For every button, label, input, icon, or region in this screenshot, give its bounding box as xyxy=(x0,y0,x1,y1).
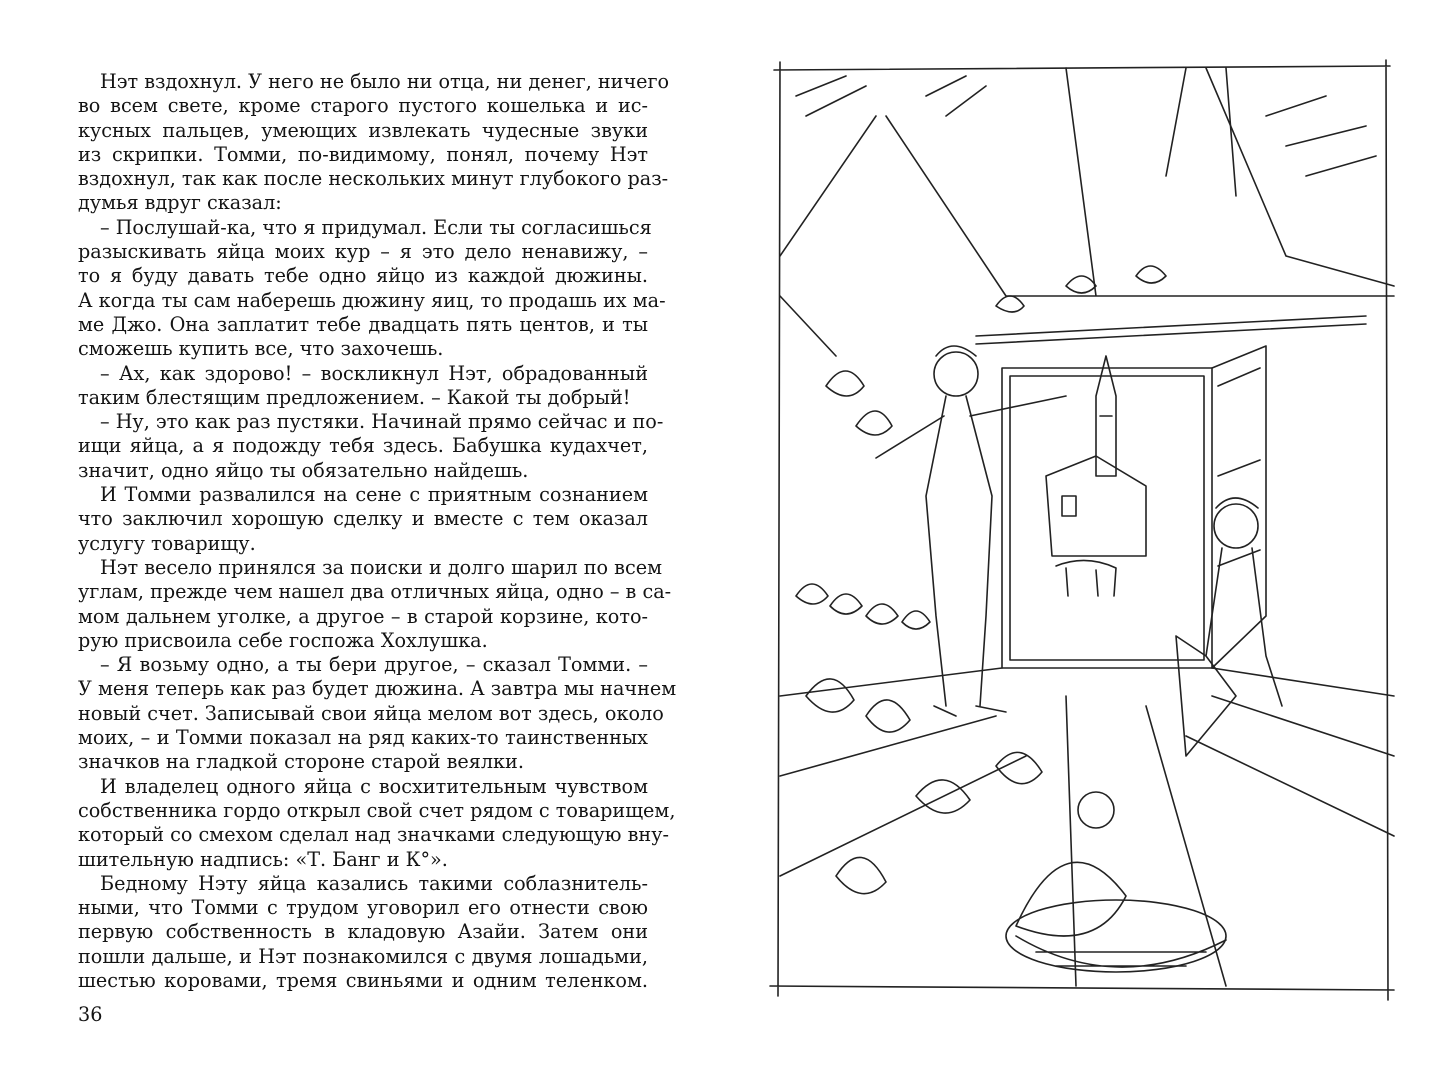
text-line: И владелец одного яйца с восхитительным чувством xyxy=(100,774,648,798)
text-line: мом дальнем уголке, а другое – в старой корзине, кото- xyxy=(78,604,648,628)
text-line: – Ну, это как раз пустяки. Начинай прямо сейчас и по- xyxy=(100,410,664,434)
text-line: У меня теперь как раз будет дюжина. А завтра мы начнем xyxy=(78,677,677,701)
text-line: Нэт весело принялся за поиски и долго шарил по всем xyxy=(100,555,662,579)
text-line: Бедному Нэту яйца казались такими соблазнитель- xyxy=(100,871,648,895)
text-line: что заключил хорошую сделку и вместе с тем оказал xyxy=(78,507,648,531)
barn-illustration-drawing xyxy=(766,56,1398,1008)
text-line: ме Джо. Она заплатит тебе двадцать пять центов, и ты xyxy=(78,312,648,336)
text-line: собственника гордо открыл свой счет рядом с товарищем, xyxy=(78,798,676,822)
text-line: вздохнул, так как после нескольких минут глубокого раз- xyxy=(78,167,669,191)
text-line: ищи яйца, а я подожду тебя здесь. Бабушка кудахчет, xyxy=(78,434,648,458)
text-line: А когда ты сам наберешь дюжину яиц, то продашь их ма- xyxy=(78,288,666,312)
text-line: услугу товарищу. xyxy=(78,531,256,555)
text-line: шестью коровами, тремя свиньями и одним теленком. xyxy=(78,968,648,992)
text-line: – Я возьму одно, а ты бери другое, – сказал Томми. – xyxy=(100,653,648,677)
text-line: сможешь купить все, что захочешь. xyxy=(78,337,444,361)
text-line: значков на гладкой стороне старой веялки. xyxy=(78,750,524,774)
page-text-column xyxy=(78,70,677,993)
barn-illustration xyxy=(766,56,1398,1008)
text-line: кусных пальцев, умеющих извлекать чудесные звуки xyxy=(78,118,648,142)
text-line: первую собственность в кладовую Азайи. Затем они xyxy=(78,920,648,944)
text-line: из скрипки. Томми, по-видимому, понял, почему Нэт xyxy=(78,142,648,166)
text-line: который со смехом сделал над значками следующую вну- xyxy=(78,823,669,847)
text-line: пошли дальше, и Нэт познакомился с двумя лошадьми, xyxy=(78,944,648,968)
text-line: Нэт вздохнул. У него не было ни отца, ни денег, ничего xyxy=(100,70,670,93)
text-line: рую присвоила себе госпожа Хохлушка. xyxy=(78,628,488,652)
text-line: таким блестящим предложением. – Какой ты добрый! xyxy=(78,385,631,409)
text-line: шительную надпись: «Т. Банг и К°». xyxy=(78,847,448,871)
text-line: углам, прежде чем нашел два отличных яйца, одно – в са- xyxy=(78,580,672,604)
text-line: думья вдруг сказал: xyxy=(78,191,282,215)
page-number: 36 xyxy=(78,1003,103,1026)
text-line: разыскивать яйца моих кур – я это дело ненавижу, – xyxy=(78,240,648,264)
text-line: новый счет. Записывай свои яйца мелом вот здесь, около xyxy=(78,701,664,725)
text-line: моих, – и Томми показал на ряд каких-то таинственных xyxy=(78,726,648,750)
text-line: во всем свете, кроме старого пустого кошелька и ис- xyxy=(78,94,648,118)
text-line: И Томми развалился на сене с приятным сознанием xyxy=(100,483,648,507)
text-line: то я буду давать тебе одно яйцо из каждой дюжины. xyxy=(78,264,648,288)
text-line: ными, что Томми с трудом уговорил его отнести свою xyxy=(78,896,648,920)
text-line: значит, одно яйцо ты обязательно найдешь. xyxy=(78,458,529,482)
text-line: – Послушай-ка, что я придумал. Если ты согласишься xyxy=(100,215,652,239)
text-line: – Ах, как здорово! – воскликнул Нэт, обрадованный xyxy=(100,361,648,385)
